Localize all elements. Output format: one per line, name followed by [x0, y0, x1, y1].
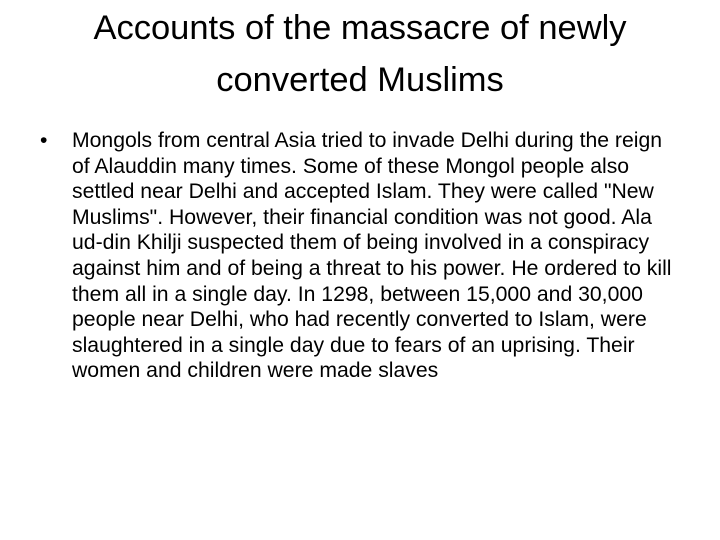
slide-body: [38, 128, 684, 384]
bullet-text: Mongols from central Asia tried to invade Delhi during the reign of Alauddin many times. Some of these Mongol people also settled near Delhi and accepted Islam. They were called "New Muslims". However, their financial condition was not good. Ala ud-din Khilji suspected them of being involved in a conspiracy against him and of being a threat to his power. He ordered to kill them all in a single day. In 1298, between 15,000 and 30,000 people near Delhi, who had recently converted to Islam, were slaughtered in a single day due to fears of an uprising. Their women and children were made slaves: [72, 129, 672, 383]
bullet-marker: •: [40, 129, 48, 152]
bullet-item: [38, 128, 684, 384]
slide-title: Accounts of the massacre of newly converted Muslims: [93, 9, 627, 99]
